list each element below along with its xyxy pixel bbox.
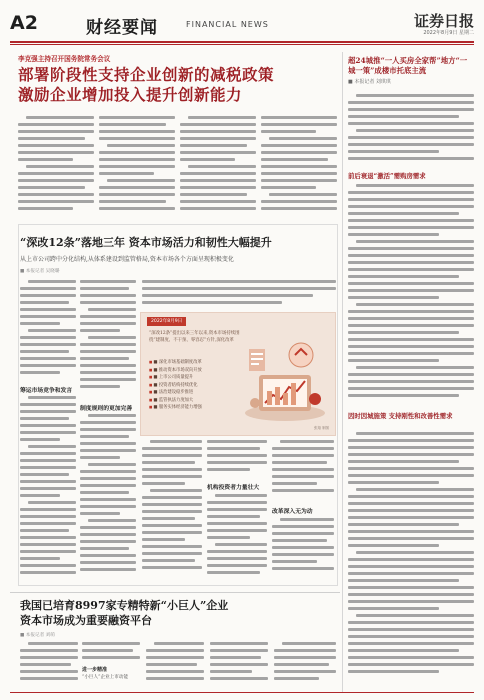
feature-body-col1b (20, 396, 76, 582)
info-card-item: ■ ■ 深化市场基础制度改革 (149, 359, 241, 367)
info-card-credit: 张翔 制图 (313, 426, 329, 430)
feature-subhead-2: 制度规则的更加完善 (80, 406, 133, 412)
info-card-list (149, 359, 241, 412)
market-illustration (241, 329, 329, 425)
feature-body-col4a (207, 440, 267, 480)
masthead-rule-thin (10, 44, 474, 45)
feature-subhead-3: 机构投资者力量壮大 (207, 485, 260, 491)
sidebar-body-3 (348, 432, 474, 684)
bottom-headline[interactable] (20, 598, 336, 628)
bottom-divider (10, 592, 340, 593)
info-card-item: ■ ■ 法治建设稳步推进 (149, 389, 241, 397)
info-card-item: ■ ■ 上市公司质量提升 (149, 374, 241, 382)
lead-body-col2 (99, 116, 175, 216)
feature-body-top (142, 280, 336, 308)
lead-kicker: 李克强主持召开国务院常务会议 (18, 55, 111, 63)
info-card-item: ■ ■ 服务实体经济能力增强 (149, 404, 241, 412)
feature-subheadline: 从上市公司跨中分化结构,从体系建设到监管格局,资本市场各个方面呈现积极变化 (20, 256, 234, 263)
page-number: A2 (10, 12, 38, 34)
feature-body-col5a (272, 440, 334, 500)
paper-logo: 证券日报 (413, 12, 474, 30)
feature-body-col5b (272, 518, 334, 580)
feature-body-col4b (207, 494, 267, 580)
sidebar-divider (342, 52, 343, 692)
masthead-rule (10, 41, 474, 43)
bottom-headline-line2: 资本市场成为重要融资平台 (20, 614, 152, 627)
sidebar-body-2 (348, 184, 474, 404)
bottom-body-col1 (20, 642, 78, 688)
info-card-date: 2022年8月9日 (147, 317, 186, 326)
info-card-quote: “深改12条”提出以来三年以来,资本市场持续围绕“建制度、不干预、零容忍”方针,深化改革 (149, 331, 240, 343)
feature-byline: ■ 本报记者 吴晓璐 (20, 269, 60, 274)
sidebar-subhead-1: 前后衰退“激活”需购房需求 (348, 172, 426, 180)
sidebar-subhead-2: 因时因城施策 支持刚性和改善性需求 (348, 412, 453, 420)
lead-headline-line2: 激励企业增加投入提升创新能力 (18, 85, 243, 104)
lead-body-col3 (180, 116, 256, 216)
feature-body-col1a (20, 280, 76, 380)
info-card-item: ■ ■ 监管执法力度加大 (149, 397, 241, 405)
feature-body-col2b (80, 414, 136, 582)
footer-rule (10, 692, 474, 693)
feature-subhead-4: 改革深入无为动 (272, 509, 313, 515)
bottom-pullquote: 进一步精准 (82, 667, 108, 673)
info-card-item: ■ ■ 投资者结构持续优化 (149, 382, 241, 390)
section-title: 财经要闻 (86, 18, 158, 38)
bottom-byline: ■ 本报记者 刘萌 (20, 633, 55, 638)
bottom-body-col5 (274, 642, 336, 688)
bottom-body-col4 (210, 642, 268, 688)
sidebar-headline[interactable]: 超24城推“一人买房全家帮”地方“一城一策”成楼市托底主流 (348, 56, 468, 75)
lead-body-col4 (261, 116, 337, 216)
bottom-body-col3 (146, 642, 204, 688)
masthead (10, 12, 474, 40)
info-card (140, 312, 336, 436)
lead-body-col1 (18, 116, 94, 216)
sidebar-byline: ■ 本报记者 刘琪琪 (348, 79, 391, 85)
info-card-item: ■ ■ 推动资本市场双向开放 (149, 367, 241, 375)
bottom-body-col2a (82, 642, 140, 664)
feature-headline[interactable]: “深改12条”落地三年 资本市场活力和韧性大幅提升 (20, 236, 272, 249)
section-title-en: FINANCIAL NEWS (186, 20, 269, 29)
bottom-headline-line1: 我国已培育8997家专精特新“小巨人”企业 (20, 599, 229, 612)
sidebar-body-1 (348, 94, 474, 170)
issue-date: 2022年8月9日 星期二 (423, 30, 474, 36)
lead-headline[interactable] (18, 65, 338, 105)
lead-headline-line1: 部署阶段性支持企业创新的减税政策 (18, 65, 275, 84)
bottom-pullquote-sub: “小巨人”企业上市动能 (82, 675, 129, 680)
feature-body-col3 (142, 440, 202, 578)
feature-body-col2a (80, 280, 136, 400)
feature-subhead-1: 筹运市场竞争和发言 (20, 388, 73, 394)
